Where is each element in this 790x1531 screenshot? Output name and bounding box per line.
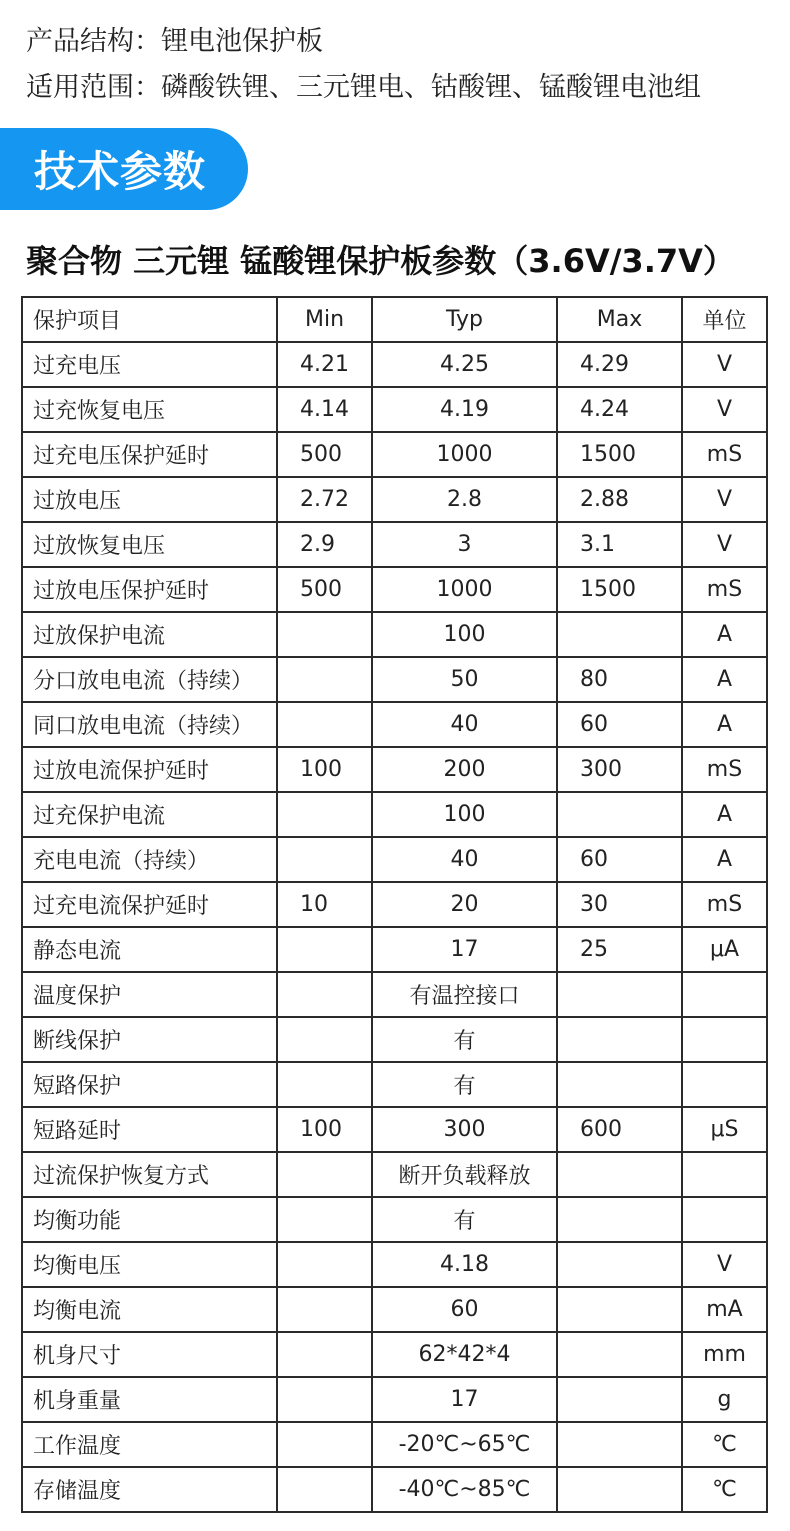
table-row (22, 702, 767, 747)
cell-item: 均衡电压 (22, 1242, 277, 1287)
cell-item: 短路保护 (22, 1062, 277, 1107)
cell-typ: -20℃~65℃ (372, 1422, 557, 1467)
cell-typ: 有 (372, 1197, 557, 1242)
cell-max (557, 1152, 682, 1197)
cell-unit: A (682, 792, 767, 837)
cell-unit: ℃ (682, 1422, 767, 1467)
cell-max: 4.24 (557, 387, 682, 432)
cell-min: 100 (277, 1107, 372, 1152)
cell-max (557, 792, 682, 837)
cell-min (277, 1332, 372, 1377)
cell-unit: V (682, 1242, 767, 1287)
cell-item: 过充电压保护延时 (22, 432, 277, 477)
cell-typ: 62*42*4 (372, 1332, 557, 1377)
cell-max (557, 1377, 682, 1422)
cell-typ: 40 (372, 837, 557, 882)
cell-item: 过充电压 (22, 342, 277, 387)
table-row (22, 747, 767, 792)
cell-unit: g (682, 1377, 767, 1422)
cell-min: 500 (277, 432, 372, 477)
application-scope-line: 适用范围：磷酸铁锂、三元锂电、钴酸锂、锰酸锂电池组 (26, 72, 701, 103)
cell-typ: 100 (372, 792, 557, 837)
header-typ: Typ (372, 297, 557, 342)
cell-typ: 20 (372, 882, 557, 927)
table-row (22, 387, 767, 432)
cell-max: 2.88 (557, 477, 682, 522)
table-row (22, 837, 767, 882)
cell-typ: 60 (372, 1287, 557, 1332)
cell-max (557, 972, 682, 1017)
cell-unit (682, 1017, 767, 1062)
cell-unit: V (682, 387, 767, 432)
cell-min (277, 792, 372, 837)
cell-unit: V (682, 342, 767, 387)
table-row (22, 1377, 767, 1422)
cell-unit: mS (682, 567, 767, 612)
cell-min (277, 1152, 372, 1197)
cell-max: 600 (557, 1107, 682, 1152)
table-title: 聚合物 三元锂 锰酸锂保护板参数（3.6V/3.7V） (26, 242, 735, 280)
cell-item: 短路延时 (22, 1107, 277, 1152)
cell-unit: A (682, 837, 767, 882)
cell-min (277, 1377, 372, 1422)
cell-item: 过放电压保护延时 (22, 567, 277, 612)
cell-min: 100 (277, 747, 372, 792)
table-header-row (22, 297, 767, 342)
cell-item: 同口放电电流（持续） (22, 702, 277, 747)
table-row (22, 882, 767, 927)
cell-item: 存储温度 (22, 1467, 277, 1512)
table-row (22, 1467, 767, 1512)
cell-typ: 4.18 (372, 1242, 557, 1287)
cell-max (557, 612, 682, 657)
cell-item: 过放恢复电压 (22, 522, 277, 567)
table-row (22, 612, 767, 657)
header-unit: 单位 (682, 297, 767, 342)
cell-unit: A (682, 612, 767, 657)
cell-unit: V (682, 477, 767, 522)
table-row (22, 1197, 767, 1242)
cell-min (277, 1467, 372, 1512)
header-max: Max (557, 297, 682, 342)
header-item: 保护项目 (22, 297, 277, 342)
table-row (22, 342, 767, 387)
cell-item: 过放电流保护延时 (22, 747, 277, 792)
cell-min (277, 702, 372, 747)
cell-min (277, 1287, 372, 1332)
cell-typ: 100 (372, 612, 557, 657)
cell-item: 过放保护电流 (22, 612, 277, 657)
cell-item: 机身重量 (22, 1377, 277, 1422)
cell-min (277, 1197, 372, 1242)
table-row (22, 477, 767, 522)
cell-min (277, 1062, 372, 1107)
cell-typ: 1000 (372, 432, 557, 477)
table-row (22, 792, 767, 837)
cell-min: 4.21 (277, 342, 372, 387)
cell-max: 1500 (557, 432, 682, 477)
cell-unit: μA (682, 927, 767, 972)
cell-min (277, 1017, 372, 1062)
cell-typ: 2.8 (372, 477, 557, 522)
section-banner (0, 128, 248, 210)
cell-unit: mS (682, 882, 767, 927)
product-structure-line: 产品结构：锂电池保护板 (26, 26, 323, 57)
cell-max: 300 (557, 747, 682, 792)
cell-typ: 4.25 (372, 342, 557, 387)
cell-max: 4.29 (557, 342, 682, 387)
cell-typ: 有 (372, 1017, 557, 1062)
cell-min: 500 (277, 567, 372, 612)
table-row (22, 657, 767, 702)
cell-item: 过充恢复电压 (22, 387, 277, 432)
cell-max (557, 1422, 682, 1467)
cell-typ: 有 (372, 1062, 557, 1107)
cell-max (557, 1197, 682, 1242)
cell-typ: 17 (372, 927, 557, 972)
cell-unit: V (682, 522, 767, 567)
cell-unit (682, 1197, 767, 1242)
cell-max: 60 (557, 837, 682, 882)
cell-item: 过放电压 (22, 477, 277, 522)
cell-unit: μS (682, 1107, 767, 1152)
cell-min (277, 927, 372, 972)
cell-item: 断线保护 (22, 1017, 277, 1062)
cell-item: 分口放电电流（持续） (22, 657, 277, 702)
table-row (22, 972, 767, 1017)
cell-max: 25 (557, 927, 682, 972)
cell-item: 充电电流（持续） (22, 837, 277, 882)
table-row (22, 522, 767, 567)
cell-min (277, 657, 372, 702)
cell-item: 过充保护电流 (22, 792, 277, 837)
cell-unit: mS (682, 747, 767, 792)
cell-item: 均衡电流 (22, 1287, 277, 1332)
cell-min: 2.72 (277, 477, 372, 522)
cell-item: 均衡功能 (22, 1197, 277, 1242)
cell-max: 60 (557, 702, 682, 747)
cell-min: 10 (277, 882, 372, 927)
cell-item: 机身尺寸 (22, 1332, 277, 1377)
cell-max: 3.1 (557, 522, 682, 567)
cell-unit: A (682, 657, 767, 702)
cell-min: 2.9 (277, 522, 372, 567)
cell-item: 温度保护 (22, 972, 277, 1017)
cell-max (557, 1017, 682, 1062)
cell-typ: 17 (372, 1377, 557, 1422)
cell-item: 过充电流保护延时 (22, 882, 277, 927)
cell-min: 4.14 (277, 387, 372, 432)
cell-max (557, 1242, 682, 1287)
cell-min (277, 1422, 372, 1467)
cell-typ: 4.19 (372, 387, 557, 432)
cell-max (557, 1287, 682, 1332)
table-row (22, 1152, 767, 1197)
cell-unit (682, 1062, 767, 1107)
table-row (22, 1062, 767, 1107)
table-row (22, 567, 767, 612)
cell-unit: ℃ (682, 1467, 767, 1512)
cell-item: 过流保护恢复方式 (22, 1152, 277, 1197)
table-row (22, 1422, 767, 1467)
cell-item: 静态电流 (22, 927, 277, 972)
header-min: Min (277, 297, 372, 342)
section-banner-label: 技术参数 (34, 147, 207, 196)
cell-max (557, 1332, 682, 1377)
cell-unit: mA (682, 1287, 767, 1332)
cell-max: 80 (557, 657, 682, 702)
cell-unit: mS (682, 432, 767, 477)
cell-typ: 断开负载释放 (372, 1152, 557, 1197)
cell-unit (682, 972, 767, 1017)
spec-table (21, 296, 768, 1513)
cell-typ: 有温控接口 (372, 972, 557, 1017)
cell-unit: mm (682, 1332, 767, 1377)
table-row (22, 1287, 767, 1332)
table-row (22, 1242, 767, 1287)
cell-typ: 1000 (372, 567, 557, 612)
table-row (22, 1332, 767, 1377)
cell-typ: -40℃~85℃ (372, 1467, 557, 1512)
cell-min (277, 837, 372, 882)
cell-min (277, 1242, 372, 1287)
table-row (22, 927, 767, 972)
cell-max (557, 1467, 682, 1512)
table-row (22, 432, 767, 477)
cell-max: 1500 (557, 567, 682, 612)
cell-item: 工作温度 (22, 1422, 277, 1467)
cell-unit: A (682, 702, 767, 747)
table-row (22, 1017, 767, 1062)
cell-unit (682, 1152, 767, 1197)
cell-min (277, 972, 372, 1017)
cell-max: 30 (557, 882, 682, 927)
table-row (22, 1107, 767, 1152)
cell-typ: 50 (372, 657, 557, 702)
cell-typ: 200 (372, 747, 557, 792)
cell-typ: 40 (372, 702, 557, 747)
cell-typ: 3 (372, 522, 557, 567)
cell-typ: 300 (372, 1107, 557, 1152)
cell-min (277, 612, 372, 657)
cell-max (557, 1062, 682, 1107)
